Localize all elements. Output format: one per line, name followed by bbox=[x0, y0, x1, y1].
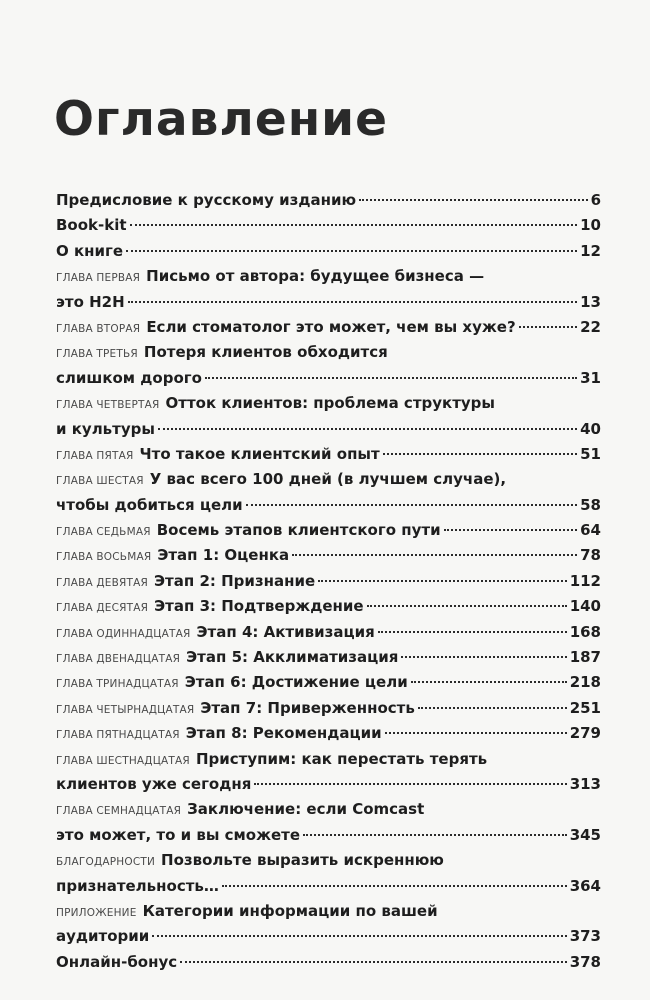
toc-line bbox=[56, 848, 601, 873]
dot-leader bbox=[411, 681, 567, 683]
chapter-label: ГЛАВА СЕМНАДЦАТАЯ bbox=[56, 805, 182, 818]
toc-entry bbox=[56, 188, 601, 213]
page-number: 112 bbox=[569, 571, 601, 590]
dot-leader bbox=[367, 605, 567, 607]
toc-entry bbox=[56, 899, 601, 950]
dot-leader bbox=[128, 301, 577, 303]
dot-leader bbox=[401, 656, 566, 658]
chapter-label: ГЛАВА СЕДЬМАЯ bbox=[56, 526, 151, 539]
dot-leader bbox=[292, 554, 577, 556]
entry-title: Заключение: если Comcast bbox=[187, 800, 425, 819]
page-number: 279 bbox=[569, 724, 601, 743]
chapter-label: ПРИЛОЖЕНИЕ bbox=[56, 906, 137, 919]
dot-leader bbox=[126, 250, 577, 252]
page-title: Оглавление bbox=[54, 92, 388, 147]
toc-line bbox=[56, 899, 601, 924]
toc-line bbox=[56, 747, 601, 772]
chapter-label: ГЛАВА ПЯТАЯ bbox=[56, 449, 134, 462]
toc-entry bbox=[56, 670, 601, 695]
toc-entry bbox=[56, 213, 601, 238]
dot-leader bbox=[180, 961, 567, 963]
entry-title: Предисловие к русскому изданию bbox=[56, 191, 357, 209]
entry-title: Позвольте выразить искреннюю bbox=[161, 851, 444, 870]
dot-leader bbox=[246, 504, 577, 506]
entry-title: это H2H bbox=[56, 292, 125, 311]
toc-entry bbox=[56, 594, 601, 619]
toc-entry bbox=[56, 442, 601, 467]
dot-leader bbox=[318, 580, 567, 582]
toc-line bbox=[56, 366, 601, 391]
page-number: 168 bbox=[569, 622, 601, 641]
entry-title: Этап 3: Подтверждение bbox=[154, 597, 364, 616]
toc-line bbox=[56, 391, 601, 416]
toc-entry bbox=[56, 518, 601, 543]
toc-entry bbox=[56, 950, 601, 975]
toc-entry bbox=[56, 543, 601, 568]
dot-leader bbox=[222, 885, 567, 887]
dot-leader bbox=[378, 631, 567, 633]
toc-line bbox=[56, 467, 601, 492]
dot-leader bbox=[359, 199, 588, 201]
toc-line bbox=[56, 340, 601, 365]
entry-title: Этап 1: Оценка bbox=[157, 546, 290, 565]
toc-line bbox=[56, 696, 601, 721]
chapter-label: ГЛАВА ШЕСТНАДЦАТАЯ bbox=[56, 754, 190, 767]
dot-leader bbox=[418, 707, 567, 709]
toc-line bbox=[56, 417, 601, 442]
toc-line bbox=[56, 924, 601, 949]
page-number: 6 bbox=[590, 191, 601, 209]
chapter-label: ГЛАВА ДЕВЯТАЯ bbox=[56, 576, 149, 589]
entry-title: У вас всего 100 дней (в лучшем случае), bbox=[149, 470, 507, 489]
entry-title: Что такое клиентский опыт bbox=[139, 444, 380, 463]
toc-line bbox=[56, 518, 601, 543]
dot-leader bbox=[303, 834, 567, 836]
chapter-label: ГЛАВА ВТОРАЯ bbox=[56, 322, 141, 335]
table-of-contents bbox=[56, 188, 601, 975]
chapter-label: ГЛАВА ТРЕТЬЯ bbox=[56, 348, 138, 361]
entry-title: Категории информации по вашей bbox=[142, 901, 438, 920]
dot-leader bbox=[130, 224, 578, 226]
entry-title: Этап 2: Признание bbox=[154, 571, 316, 590]
chapter-label: ГЛАВА ШЕСТАЯ bbox=[56, 475, 144, 488]
toc-entry bbox=[56, 797, 601, 848]
toc-line bbox=[56, 823, 601, 848]
chapter-label: ГЛАВА ТРИНАДЦАТАЯ bbox=[56, 678, 179, 691]
toc-line bbox=[56, 797, 601, 822]
toc-line bbox=[56, 442, 601, 467]
entry-title: О книге bbox=[56, 241, 124, 260]
entry-title: Потеря клиентов обходится bbox=[143, 343, 388, 362]
chapter-label: ГЛАВА ВОСЬМАЯ bbox=[56, 551, 152, 564]
toc-line bbox=[56, 594, 601, 619]
page-number: 313 bbox=[569, 774, 601, 793]
entry-title: Этап 8: Рекомендации bbox=[185, 724, 382, 743]
toc-entry bbox=[56, 569, 601, 594]
toc-line bbox=[56, 543, 601, 568]
entry-title: Этап 7: Приверженность bbox=[200, 698, 415, 717]
chapter-label: ГЛАВА ЧЕТЫРНАДЦАТАЯ bbox=[56, 703, 195, 716]
toc-entry bbox=[56, 721, 601, 746]
toc-line bbox=[56, 772, 601, 797]
page-number: 31 bbox=[580, 368, 601, 387]
chapter-label: ГЛАВА ДВЕНАДЦАТАЯ bbox=[56, 653, 181, 666]
chapter-label: ГЛАВА ПЕРВАЯ bbox=[56, 272, 141, 285]
entry-title: Этап 6: Достижение цели bbox=[184, 673, 408, 692]
toc-line bbox=[56, 493, 601, 518]
toc-line bbox=[56, 620, 601, 645]
entry-title: Отток клиентов: проблема структуры bbox=[165, 394, 495, 413]
page-number: 140 bbox=[569, 597, 601, 616]
page-number: 364 bbox=[569, 876, 601, 895]
entry-title: Если стоматолог это может, чем вы хуже? bbox=[146, 317, 516, 336]
chapter-label: ГЛАВА ДЕСЯТАЯ bbox=[56, 602, 149, 615]
page-number: 22 bbox=[580, 317, 601, 336]
dot-leader bbox=[385, 732, 567, 734]
dot-leader bbox=[444, 529, 578, 531]
page-number: 58 bbox=[580, 495, 601, 514]
chapter-label: БЛАГОДАРНОСТИ bbox=[56, 856, 156, 869]
toc-line bbox=[56, 721, 601, 746]
entry-title: Восемь этапов клиентского пути bbox=[156, 521, 441, 540]
toc-line bbox=[56, 213, 601, 238]
page-number: 13 bbox=[580, 292, 601, 311]
toc-line bbox=[56, 670, 601, 695]
entry-title: Этап 4: Активизация bbox=[196, 622, 375, 641]
toc-line bbox=[56, 188, 601, 213]
toc-line bbox=[56, 874, 601, 899]
entry-title: Онлайн-бонус bbox=[56, 952, 178, 971]
toc-entry bbox=[56, 620, 601, 645]
entry-title: Book-kit bbox=[56, 216, 127, 235]
toc-entry bbox=[56, 340, 601, 391]
toc-entry bbox=[56, 848, 601, 899]
entry-title: это может, то и вы сможете bbox=[56, 825, 301, 844]
page-number: 378 bbox=[569, 952, 601, 971]
toc-line bbox=[56, 264, 601, 289]
page-number: 373 bbox=[569, 927, 601, 946]
chapter-label: ГЛАВА ЧЕТВЕРТАЯ bbox=[56, 399, 160, 412]
toc-entry bbox=[56, 264, 601, 315]
page-number: 51 bbox=[580, 444, 601, 463]
dot-leader bbox=[383, 453, 577, 455]
entry-title: Приступим: как перестать терять bbox=[195, 749, 488, 768]
entry-title: Письмо от автора: будущее бизнеса — bbox=[146, 267, 485, 286]
page-number: 218 bbox=[569, 673, 601, 692]
toc-line bbox=[56, 290, 601, 315]
page-number: 78 bbox=[580, 546, 601, 565]
page-number: 64 bbox=[580, 521, 601, 540]
entry-title: клиентов уже сегодня bbox=[56, 774, 252, 793]
toc-line bbox=[56, 315, 601, 340]
toc-entry bbox=[56, 239, 601, 264]
toc-line bbox=[56, 950, 601, 975]
toc-line bbox=[56, 239, 601, 264]
toc-entry bbox=[56, 467, 601, 518]
dot-leader bbox=[158, 428, 577, 430]
page-number: 12 bbox=[580, 241, 601, 260]
entry-title: признательность… bbox=[56, 876, 219, 895]
entry-title: аудитории bbox=[56, 927, 150, 946]
toc-entry bbox=[56, 645, 601, 670]
page-number: 251 bbox=[569, 698, 601, 717]
entry-title: Этап 5: Акклиматизация bbox=[186, 648, 399, 667]
chapter-label: ГЛАВА ПЯТНАДЦАТАЯ bbox=[56, 729, 180, 742]
dot-leader bbox=[205, 377, 577, 379]
toc-entry bbox=[56, 696, 601, 721]
toc-entry bbox=[56, 315, 601, 340]
entry-title: чтобы добиться цели bbox=[56, 495, 243, 514]
dot-leader bbox=[254, 783, 566, 785]
entry-title: и культуры bbox=[56, 419, 155, 438]
chapter-label: ГЛАВА ОДИННАДЦАТАЯ bbox=[56, 627, 191, 640]
toc-line bbox=[56, 645, 601, 670]
toc-line bbox=[56, 569, 601, 594]
page-number: 40 bbox=[580, 419, 601, 438]
page-number: 10 bbox=[580, 216, 601, 235]
toc-entry bbox=[56, 747, 601, 798]
entry-title: слишком дорого bbox=[56, 368, 202, 387]
dot-leader bbox=[152, 935, 566, 937]
dot-leader bbox=[519, 326, 577, 328]
toc-entry bbox=[56, 391, 601, 442]
page-number: 187 bbox=[569, 648, 601, 667]
page-number: 345 bbox=[569, 825, 601, 844]
